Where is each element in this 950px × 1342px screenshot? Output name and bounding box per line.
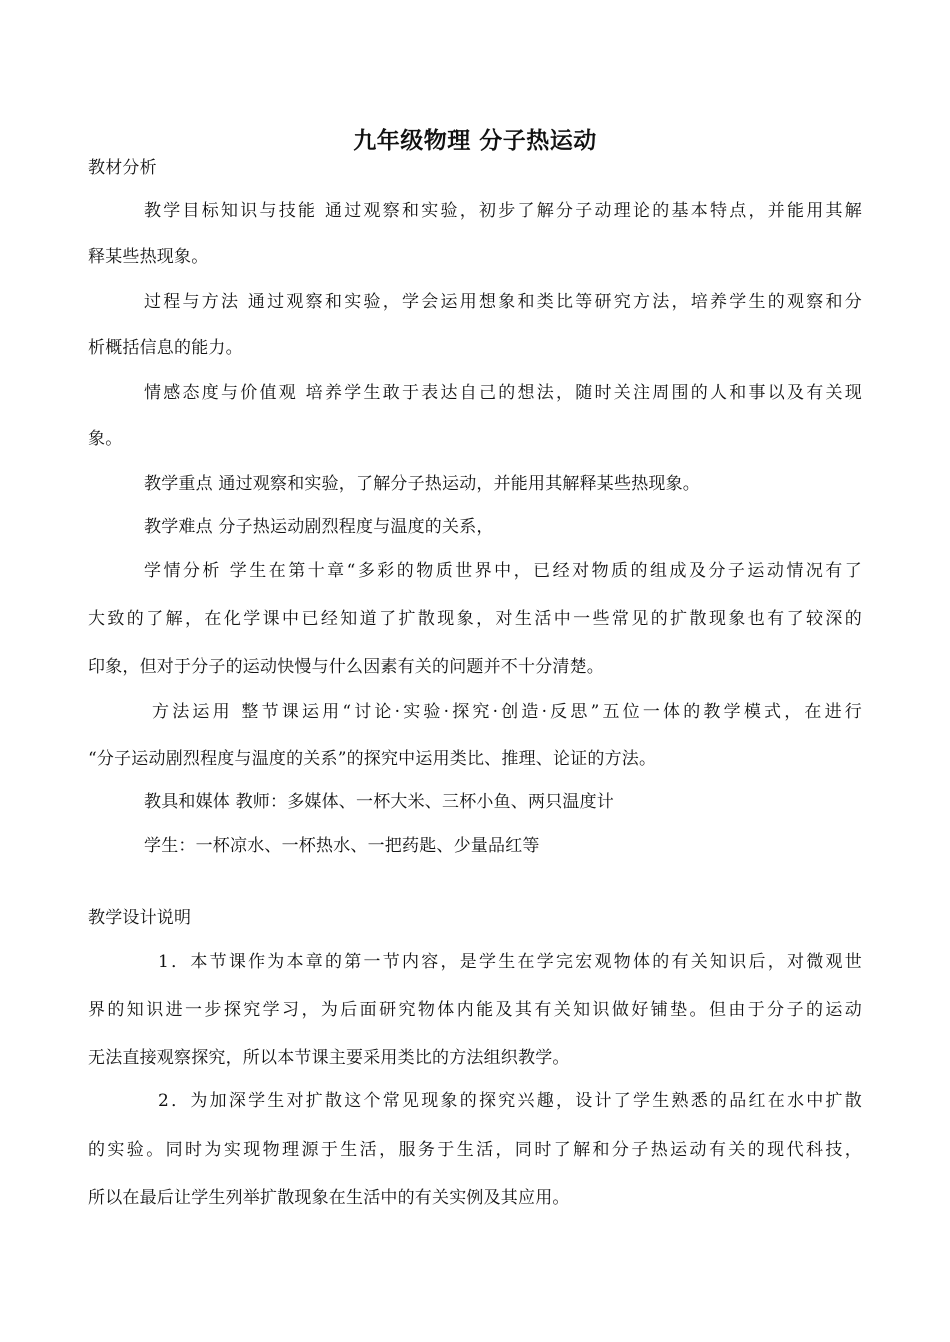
paragraph-line: 情感态度与价值观 培养学生敢于表达自己的想法，随时关注周围的人和事以及有关现 <box>144 383 862 403</box>
paragraph-line: 象。 <box>88 429 123 449</box>
paragraph-line: 2．为加深学生对扩散这个常见现象的探究兴趣，设计了学生熟悉的品红在水中扩散 <box>158 1091 862 1111</box>
paragraph-line: 界的知识进一步探究学习，为后面研究物体内能及其有关知识做好铺垫。但由于分子的运动 <box>88 1000 862 1020</box>
paragraph-line: 教学重点 通过观察和实验，了解分子热运动，并能用其解释某些热现象。 <box>144 474 701 494</box>
paragraph-line: “分子运动剧烈程度与温度的关系”的探究中运用类比、推理、论证的方法。 <box>88 749 657 769</box>
paragraph-line: 教学难点 分子热运动剧烈程度与温度的关系， <box>144 517 494 537</box>
paragraph-line: 1．本节课作为本章的第一节内容，是学生在学完宏观物体的有关知识后，对微观世 <box>158 952 862 972</box>
paragraph-line: 大致的了解，在化学课中已经知道了扩散现象，对生活中一些常见的扩散现象也有了较深的 <box>88 609 862 629</box>
paragraph-line: 所以在最后让学生列举扩散现象在生活中的有关实例及其应用。 <box>88 1188 570 1208</box>
paragraph-line: 释某些热现象。 <box>88 247 209 267</box>
paragraph-line: 印象，但对于分子的运动快慢与什么因素有关的问题并不十分清楚。 <box>88 657 604 677</box>
paragraph-line: 学情分析 学生在第十章“多彩的物质世界中，已经对物质的组成及分子运动情况有了 <box>144 561 862 581</box>
paragraph-line: 教具和媒体 教师：多媒体、一杯大米、三杯小鱼、两只温度计 <box>144 792 615 812</box>
paragraph-line: 教学目标知识与技能 通过观察和实验，初步了解分子动理论的基本特点，并能用其解 <box>144 201 862 221</box>
paragraph-line: 的实验。同时为实现物理源于生活，服务于生活，同时了解和分子热运动有关的现代科技， <box>88 1140 862 1160</box>
section-heading-design: 教学设计说明 <box>88 908 192 928</box>
paragraph-line: 方法运用 整节课运用“讨论·实验·探究·创造·反思”五位一体的教学模式，在进行 <box>152 702 862 722</box>
section-heading-analysis: 教材分析 <box>88 158 157 178</box>
paragraph-line: 析概括信息的能力。 <box>88 338 243 358</box>
paragraph-line: 过程与方法 通过观察和实验，学会运用想象和类比等研究方法，培养学生的观察和分 <box>144 292 862 312</box>
paragraph-line: 无法直接观察探究，所以本节课主要采用类比的方法组织教学。 <box>88 1048 570 1068</box>
paragraph-line: 学生：一杯凉水、一杯热水、一把药匙、少量品红等 <box>144 836 540 856</box>
document-title: 九年级物理 分子热运动 <box>353 128 597 154</box>
